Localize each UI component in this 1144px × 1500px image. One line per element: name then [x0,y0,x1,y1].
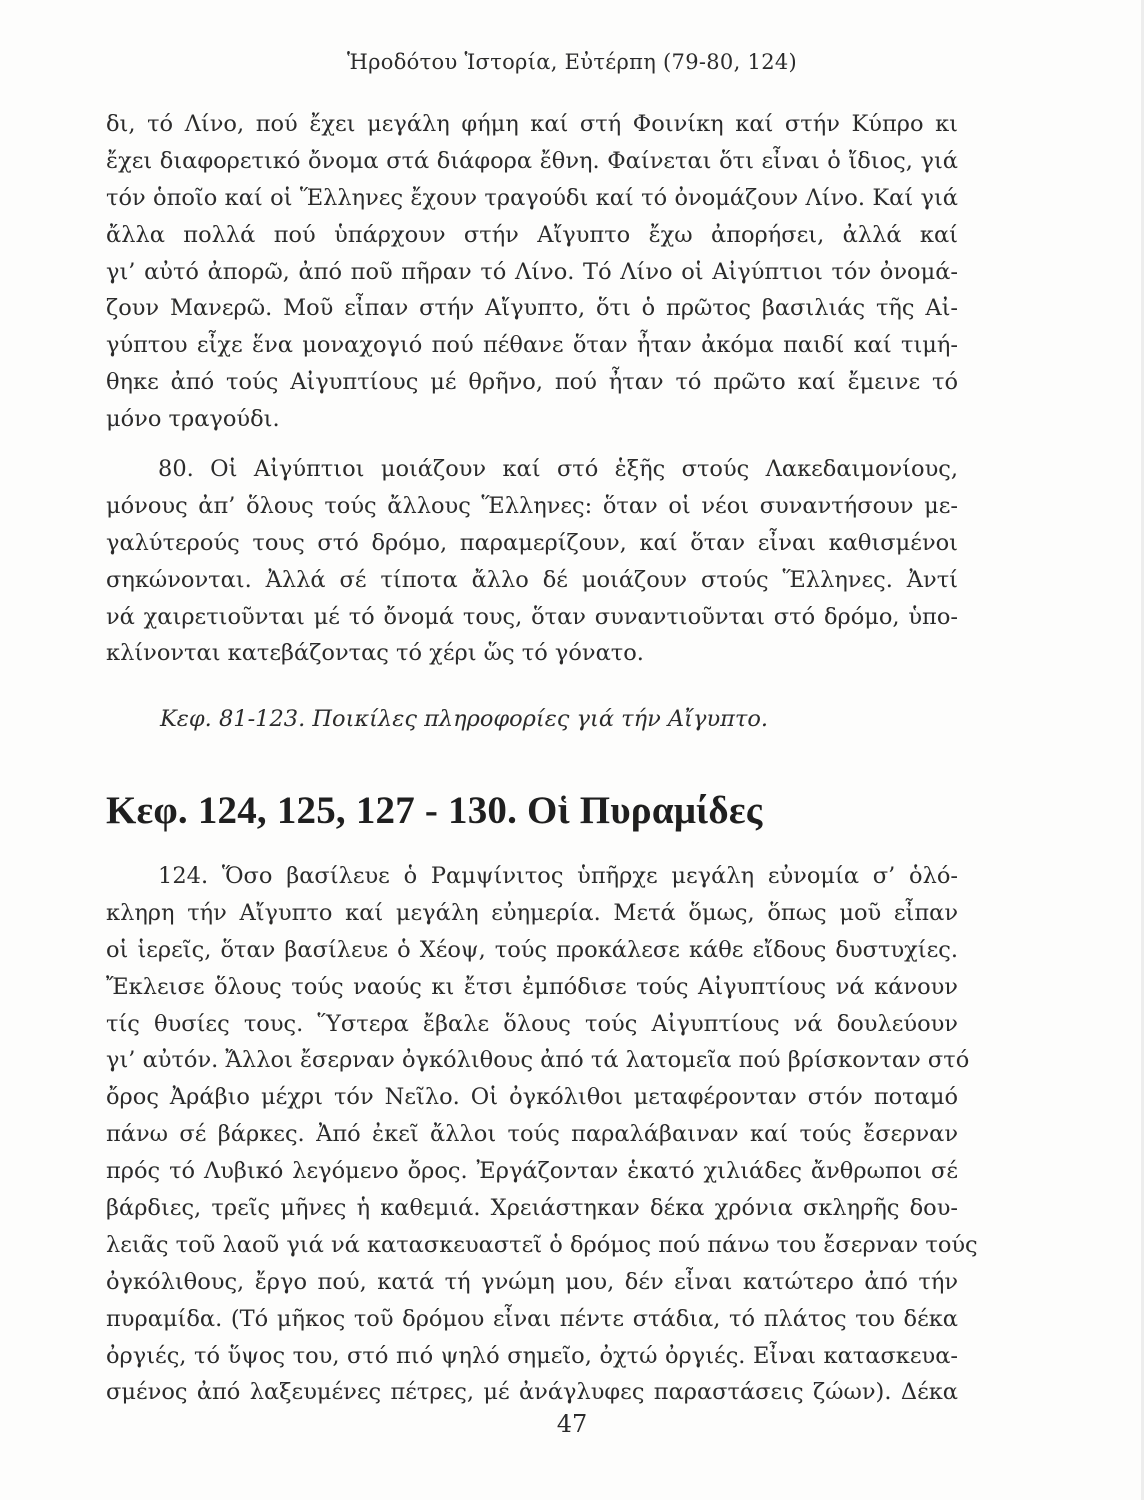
text-line: γύπτου εἶχε ἕνα μοναχογιό πού πέθανε ὅταν ἦταν ἀκόμα παιδί καί τιμή- [106,332,958,359]
chapter-summary-note: Κεφ. 81-123. Ποικίλες πληροφορίες γιά τήν Αἴγυπτο. [160,706,769,732]
text-line: Ἔκλεισε ὅλους τούς ναούς κι ἔτσι ἐμπόδισε τούς Αἰγυπτίους νά κάνουν [106,973,958,1000]
text-line: ὄρος Ἀράβιο μέχρι τόν Νεῖλο. Οἱ ὀγκόλιθοι μεταφέρονταν στόν ποταμό [106,1084,958,1111]
page-number: 47 [556,1410,588,1438]
section-124-text [106,858,978,1411]
text-line: βάρδιες, τρεῖς μῆνες ἡ καθεμιά. Χρειάστηκαν δέκα χρόνια σκληρῆς δου- [106,1195,958,1222]
text-line: σηκώνονται. Ἀλλά σέ τίποτα ἄλλο δέ μοιάζουν στούς Ἕλληνες. Ἀντί [106,566,958,593]
text-line: τόν ὁποῖο καί οἱ Ἕλληνες ἔχουν τραγούδι καί τό ὀνομάζουν Λίνο. Καί γιά [106,184,958,211]
text-line: πρός τό Λυβικό λεγόμενο ὄρος. Ἐργάζονταν ἑκατό χιλιάδες ἄνθρωποι σέ [106,1158,958,1185]
text-line: κλίνονται κατεβάζοντας τό χέρι ὥς τό γόνατο. [106,640,644,667]
running-head: Ἡροδότου Ἱστορία, Εὐτέρπη (79-80, 124) [346,50,798,74]
text-line: τίς θυσίες τους. Ὕστερα ἔβαλε ὅλους τούς Αἰγυπτίους νά δουλεύουν [106,1010,958,1037]
text-line: κληρη τήν Αἴγυπτο καί μεγάλη εὐημερία. Μετά ὅμως, ὅπως μοῦ εἶπαν [106,899,958,926]
chapter-heading: Κεφ. 124, 125, 127 - 130. Οἱ Πυραμίδες [106,789,763,832]
section-79-text [106,106,958,438]
text-line: γι’ αὐτόν. Ἄλλοι ἔσερναν ὀγκόλιθους ἀπό τά λατομεῖα πού βρίσκονταν στό [106,1047,970,1074]
text-line-first: 124. Ὅσο βασίλευε ὁ Ραμψίνιτος ὑπῆρχε μεγάλη εὐνομία σ’ ὁλό- [158,863,958,889]
text-line: μόνο τραγούδι. [106,406,280,433]
text-line: πυραμίδα. (Τό μῆκος τοῦ δρόμου εἶναι πέντε στάδια, τό πλάτος του δέκα [106,1305,958,1332]
text-line: γι’ αὐτό ἀπορῶ, ἀπό ποῦ πῆραν τό Λίνο. Τό Λίνο οἱ Αἰγύπτιοι τόν ὀνομά- [106,258,958,285]
text-line: σμένος ἀπό λαξευμένες πέτρες, μέ ἀνάγλυφες παραστάσεις ζώων). Δέκα [106,1379,958,1406]
text-line: ἄλλα πολλά πού ὑπάρχουν στήν Αἴγυπτο ἔχω ἀπορήσει, ἀλλά καί [106,221,958,248]
text-line: λειᾶς τοῦ λαοῦ γιά νά κατασκευαστεῖ ὁ δρόμος πού πάνω του ἔσερναν τούς [106,1231,978,1258]
text-line: πάνω σέ βάρκες. Ἀπό ἐκεῖ ἄλλοι τούς παραλάβαιναν καί τούς ἔσερναν [106,1121,958,1148]
text-line: ὀγκόλιθους, ἔργο πού, κατά τή γνώμη μου, δέν εἶναι κατώτερο ἀπό τήν [106,1268,958,1295]
text-line: νά χαιρετιοῦνται μέ τό ὄνομά τους, ὅταν συναντιοῦνται στό δρόμο, ὑπο- [106,603,958,630]
text-line: γαλύτερούς τους στό δρόμο, παραμερίζουν, καί ὅταν εἶναι καθισμένοι [106,529,958,556]
text-line: δι, τό Λίνο, πού ἔχει μεγάλη φήμη καί στή Φοινίκη καί στήν Κύπρο κι [106,111,958,137]
text-line: ἔχει διαφορετικό ὄνομα στά διάφορα ἔθνη. Φαίνεται ὅτι εἶναι ὁ ἴδιος, γιά [106,147,958,174]
text-line: μόνους ἀπ’ ὅλους τούς ἄλλους Ἕλληνες: ὅταν οἱ νέοι συναντήσουν με- [106,492,958,519]
section-80-text [106,451,958,672]
text-line: οἱ ἱερεῖς, ὅταν βασίλευε ὁ Χέοψ, τούς προκάλεσε κάθε εἴδους δυστυχίες. [106,936,958,963]
text-line: ὀργιές, τό ὕψος του, στό πιό ψηλό σημεῖο, ὀχτώ ὀργιές. Εἶναι κατασκευα- [106,1342,958,1369]
text-line: θηκε ἀπό τούς Αἰγυπτίους μέ θρῆνο, πού ἦταν τό πρῶτο καί ἔμεινε τό [106,369,958,396]
text-line-first: 80. Οἱ Αἰγύπτιοι μοιάζουν καί στό ἑξῆς στούς Λακεδαιμονίους, [158,456,958,482]
text-line: ζουν Μανερῶ. Μοῦ εἶπαν στήν Αἴγυπτο, ὅτι ὁ πρῶτος βασιλιάς τῆς Αἰ- [106,295,958,322]
